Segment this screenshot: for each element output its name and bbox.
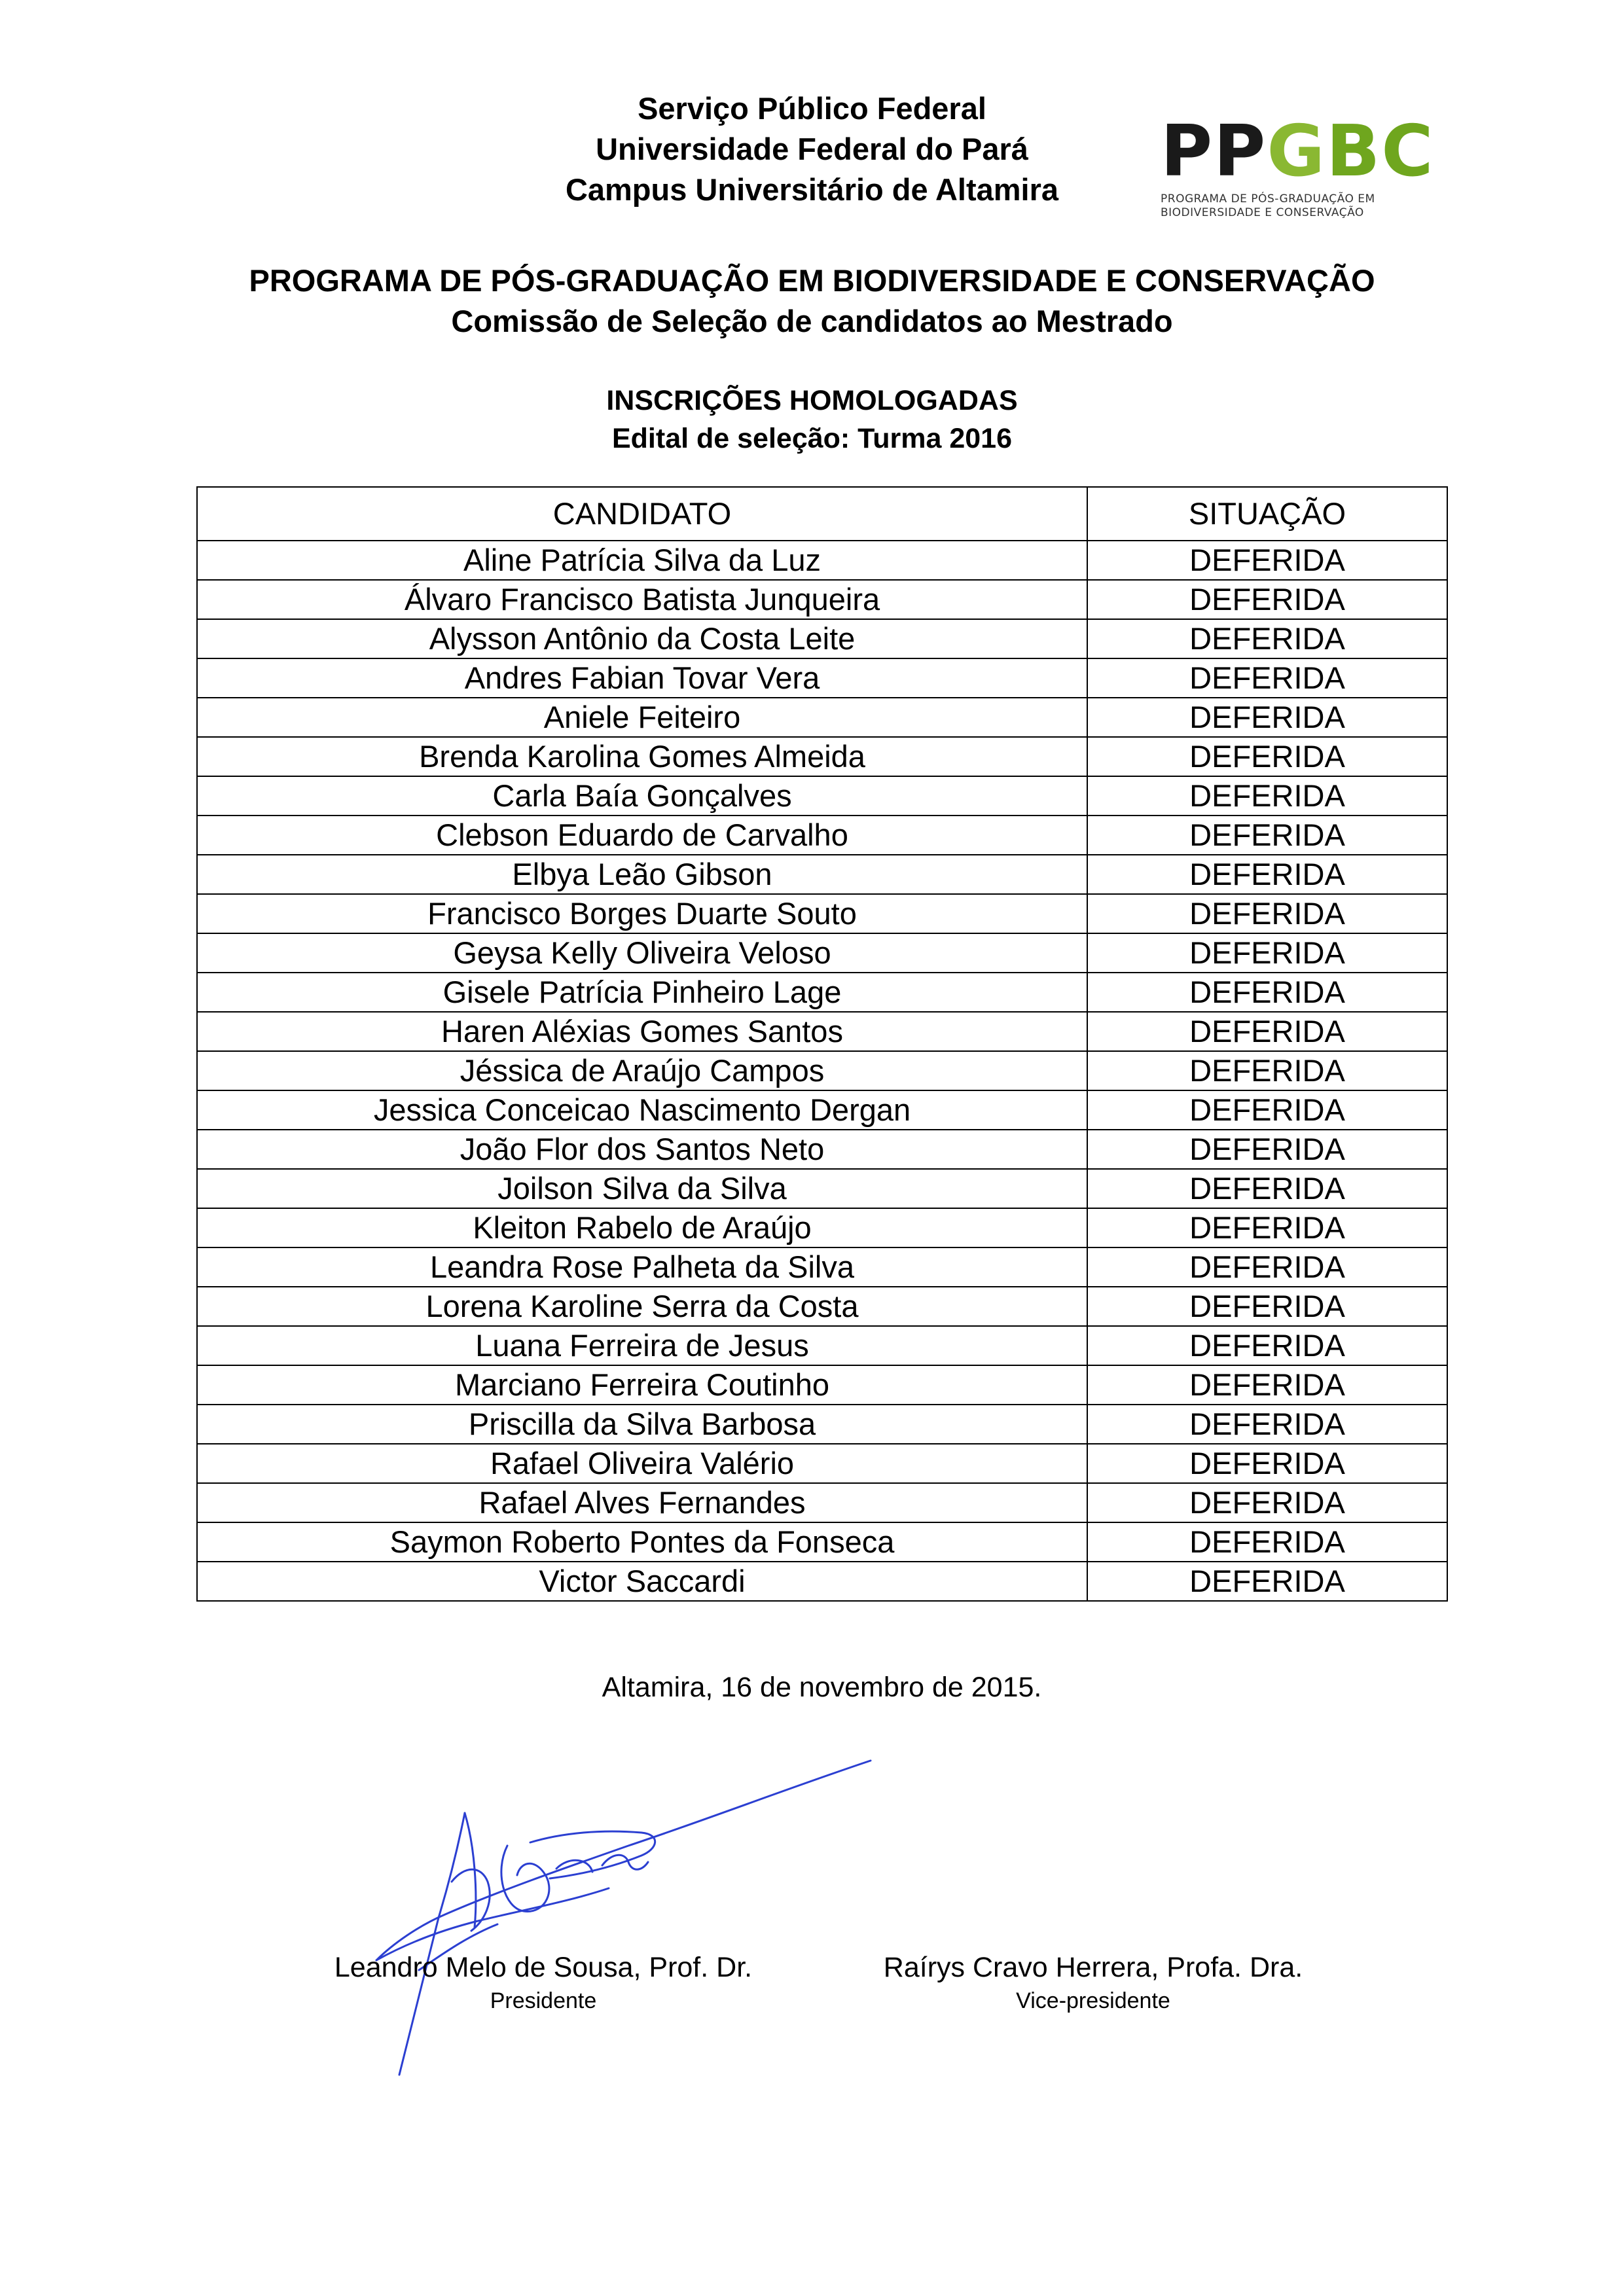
table-row <box>197 1130 1447 1169</box>
logo-caption-line1: PROGRAMA DE PÓS-GRADUAÇÃO EM <box>1161 192 1375 206</box>
candidate-status: DEFERIDA <box>1087 1483 1447 1522</box>
candidate-name: Rafael Alves Fernandes <box>197 1483 1087 1522</box>
candidate-status: DEFERIDA <box>1087 1444 1447 1483</box>
column-header-status: SITUAÇÃO <box>1087 487 1447 541</box>
table-row <box>197 1522 1447 1562</box>
header-line-university: Universidade Federal do Pará <box>596 132 1028 166</box>
logo-mark-bc: BC <box>1326 111 1435 192</box>
candidate-status: DEFERIDA <box>1087 855 1447 894</box>
candidate-name: Lorena Karoline Serra da Costa <box>197 1287 1087 1326</box>
handwritten-signature <box>367 1748 890 2088</box>
table-row <box>197 1051 1447 1090</box>
candidate-name: Haren Aléxias Gomes Santos <box>197 1012 1087 1051</box>
table-row <box>197 1562 1447 1601</box>
candidate-name: Francisco Borges Duarte Souto <box>197 894 1087 933</box>
candidate-name: Kleiton Rabelo de Araújo <box>197 1208 1087 1247</box>
table-row <box>197 1287 1447 1326</box>
table-row <box>197 737 1447 776</box>
header-line-campus: Campus Universitário de Altamira <box>565 172 1059 207</box>
candidate-status: DEFERIDA <box>1087 580 1447 619</box>
candidate-name: Rafael Oliveira Valério <box>197 1444 1087 1483</box>
candidate-name: Brenda Karolina Gomes Almeida <box>197 737 1087 776</box>
logo-mark <box>1161 111 1435 192</box>
candidate-name: Luana Ferreira de Jesus <box>197 1326 1087 1365</box>
candidate-status: DEFERIDA <box>1087 698 1447 737</box>
signer-role: Presidente <box>490 1988 597 2013</box>
candidate-status: DEFERIDA <box>1087 1365 1447 1405</box>
candidates-table <box>196 486 1448 1602</box>
candidate-name: Elbya Leão Gibson <box>197 855 1087 894</box>
candidate-name: Aniele Feiteiro <box>197 698 1087 737</box>
table-row <box>197 816 1447 855</box>
candidate-status: DEFERIDA <box>1087 1208 1447 1247</box>
document-heading: INSCRIÇÕES HOMOLOGADAS <box>606 385 1018 416</box>
candidate-status: DEFERIDA <box>1087 737 1447 776</box>
candidate-status: DEFERIDA <box>1087 1405 1447 1444</box>
committee-title: Comissão de Seleção de candidatos ao Mestrado <box>451 304 1173 338</box>
document-heading-block <box>0 382 1624 457</box>
candidate-status: DEFERIDA <box>1087 1522 1447 1562</box>
candidate-name: Andres Fabian Tovar Vera <box>197 658 1087 698</box>
table-row <box>197 1012 1447 1051</box>
header-line-service: Serviço Público Federal <box>638 91 986 126</box>
table-row <box>197 933 1447 973</box>
candidate-name: Saymon Roberto Pontes da Fonseca <box>197 1522 1087 1562</box>
table-row <box>197 619 1447 658</box>
candidate-status: DEFERIDA <box>1087 1287 1447 1326</box>
table-row <box>197 541 1447 580</box>
candidate-name: Victor Saccardi <box>197 1562 1087 1601</box>
table-row <box>197 1326 1447 1365</box>
candidate-status: DEFERIDA <box>1087 1130 1447 1169</box>
candidate-status: DEFERIDA <box>1087 1012 1447 1051</box>
candidate-name: Geysa Kelly Oliveira Veloso <box>197 933 1087 973</box>
candidate-status: DEFERIDA <box>1087 973 1447 1012</box>
candidate-name: Aline Patrícia Silva da Luz <box>197 541 1087 580</box>
document-subheading: Edital de seleção: Turma 2016 <box>611 423 1013 454</box>
candidate-name: Jéssica de Araújo Campos <box>197 1051 1087 1090</box>
signer-vice-president <box>831 1949 1355 2016</box>
table-row <box>197 973 1447 1012</box>
table-row <box>197 1247 1447 1287</box>
signer-name: Leandro Melo de Sousa, Prof. Dr. <box>334 1952 753 1983</box>
candidate-name: Leandra Rose Palheta da Silva <box>197 1247 1087 1287</box>
table-row <box>197 1090 1447 1130</box>
candidate-status: DEFERIDA <box>1087 776 1447 816</box>
candidate-status: DEFERIDA <box>1087 894 1447 933</box>
logo-caption-line2: BIODIVERSIDADE E CONSERVAÇÃO <box>1161 206 1364 219</box>
table-row <box>197 1365 1447 1405</box>
candidate-name: Marciano Ferreira Coutinho <box>197 1365 1087 1405</box>
table-row <box>197 580 1447 619</box>
table-row <box>197 1405 1447 1444</box>
signer-president <box>281 1949 805 2016</box>
program-block <box>0 260 1624 342</box>
candidate-status: DEFERIDA <box>1087 1169 1447 1208</box>
table-row <box>197 1444 1447 1483</box>
candidate-name: Priscilla da Silva Barbosa <box>197 1405 1087 1444</box>
candidate-name: Gisele Patrícia Pinheiro Lage <box>197 973 1087 1012</box>
candidate-name: Alysson Antônio da Costa Leite <box>197 619 1087 658</box>
candidate-name: Carla Baía Gonçalves <box>197 776 1087 816</box>
table-row <box>197 658 1447 698</box>
program-title: PROGRAMA DE PÓS-GRADUAÇÃO EM BIODIVERSIDADE E CONSERVAÇÃO <box>249 263 1375 298</box>
table-row <box>197 1483 1447 1522</box>
candidate-status: DEFERIDA <box>1087 1090 1447 1130</box>
candidate-status: DEFERIDA <box>1087 816 1447 855</box>
candidate-status: DEFERIDA <box>1087 658 1447 698</box>
signer-name: Raírys Cravo Herrera, Profa. Dra. <box>883 1952 1303 1983</box>
logo-caption <box>1161 192 1396 220</box>
candidate-name: João Flor dos Santos Neto <box>197 1130 1087 1169</box>
candidate-name: Clebson Eduardo de Carvalho <box>197 816 1087 855</box>
candidate-name: Álvaro Francisco Batista Junqueira <box>197 580 1087 619</box>
table-row <box>197 855 1447 894</box>
column-header-candidate: CANDIDATO <box>197 487 1087 541</box>
logo-mark-g: G <box>1267 111 1326 192</box>
candidate-status: DEFERIDA <box>1087 1247 1447 1287</box>
candidate-status: DEFERIDA <box>1087 933 1447 973</box>
table-header-row <box>197 487 1447 541</box>
candidate-status: DEFERIDA <box>1087 619 1447 658</box>
candidate-status: DEFERIDA <box>1087 1051 1447 1090</box>
table-row <box>197 1169 1447 1208</box>
logo-mark-pp: PP <box>1161 111 1267 192</box>
candidate-name: Jessica Conceicao Nascimento Dergan <box>197 1090 1087 1130</box>
candidate-status: DEFERIDA <box>1087 1562 1447 1601</box>
table-row <box>197 776 1447 816</box>
ppgbc-logo <box>1161 111 1435 221</box>
table-row <box>197 1208 1447 1247</box>
candidate-status: DEFERIDA <box>1087 541 1447 580</box>
table-row <box>197 894 1447 933</box>
candidate-status: DEFERIDA <box>1087 1326 1447 1365</box>
candidate-name: Joilson Silva da Silva <box>197 1169 1087 1208</box>
table-row <box>197 698 1447 737</box>
place-date: Altamira, 16 de novembro de 2015. <box>602 1672 1042 1703</box>
signer-role: Vice-presidente <box>1016 1988 1170 2013</box>
